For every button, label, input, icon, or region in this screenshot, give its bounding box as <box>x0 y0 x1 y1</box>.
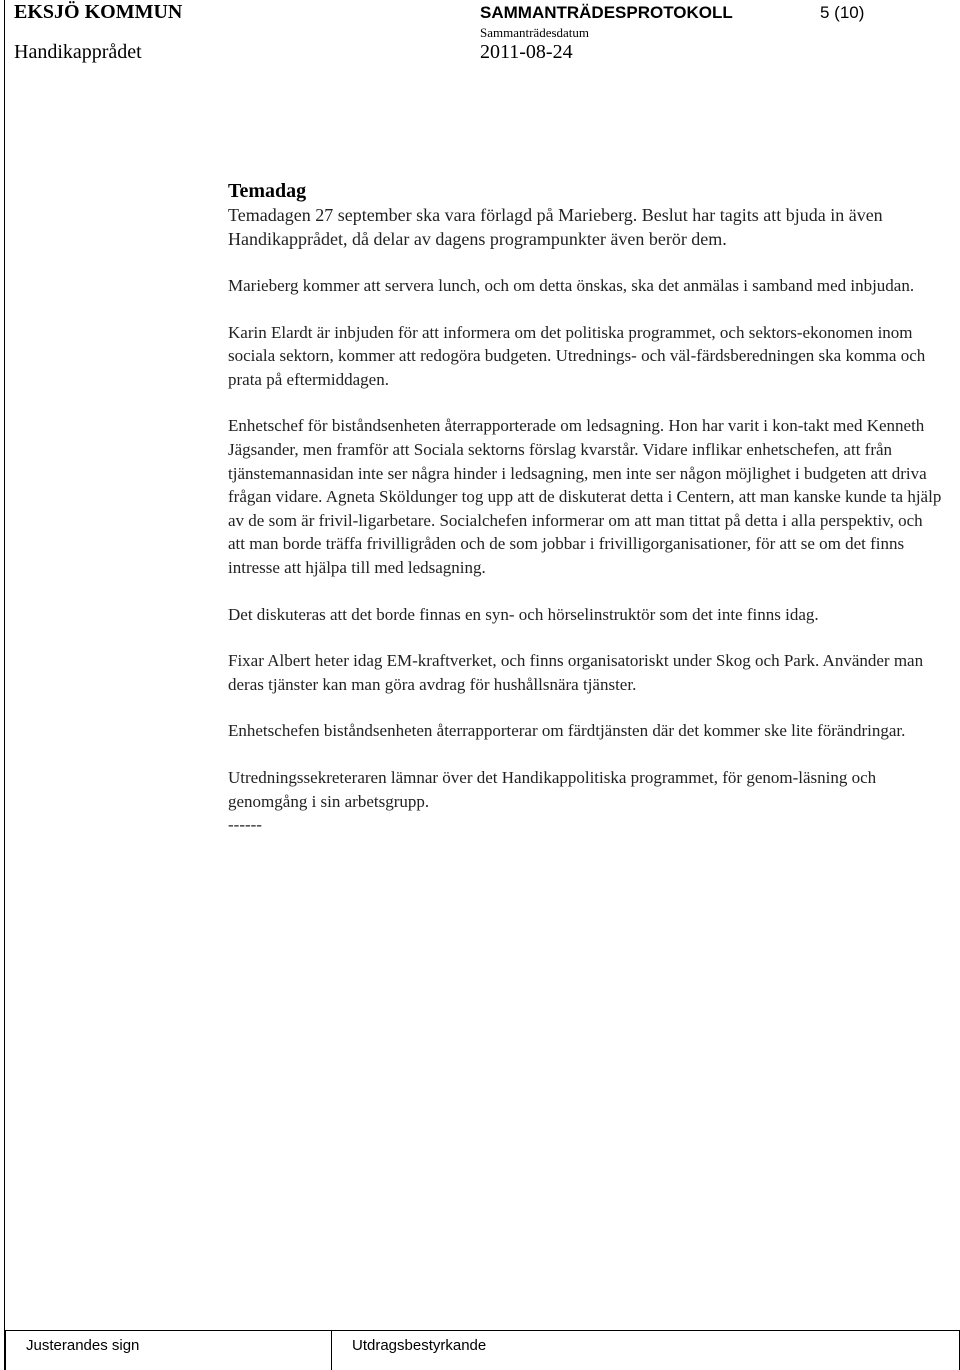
date-label: Sammanträdesdatum <box>480 25 590 40</box>
paragraph-6: Fixar Albert heter idag EM-kraftverket, och finns organisatoriskt under Skog och Park. Använder man deras tjänster kan man göra avdrag för hushållsnära tjänster. <box>228 651 924 694</box>
paragraph-7: Enhetschefen biståndsenheten återrapporterar om färdtjänsten där det kommer ske lite förändringar. <box>228 721 906 741</box>
utdragsbestyrkande-label: Utdragsbestyrkande <box>352 1337 487 1354</box>
paragraph-1: Temadagen 27 september ska vara förlagd på Marieberg. Beslut har tagits att bjuda in även Handikapprådet, då delar av dagens programpunkter även berör dem. <box>228 205 883 249</box>
paragraph-5: Det diskuteras att det borde finnas en syn- och hörselinstruktör som det inte finns idag. <box>228 604 819 624</box>
paragraph-2: Marieberg kommer att servera lunch, och om detta önskas, ska det anmälas i samband med inbjudan. <box>228 276 915 295</box>
document-body <box>228 179 943 836</box>
footer-divider-middle <box>331 1330 332 1370</box>
left-margin-rule <box>4 0 5 1370</box>
footer-divider-left <box>5 1330 6 1370</box>
justerandes-sign-label: Justerandes sign <box>26 1337 140 1354</box>
paragraph-4: Enhetschef för biståndsenheten återrapporterade om ledsagning. Hon har varit i kon-takt med Kenneth Jägsander, men framför att Sociala sektorns förslag kvarstår. Vidare inflikar enhetschefen, att från tjänstemannasidan inte ser några hinder i ledsagning, men inte ser någon möjlighet i budgeten att driva frågan vidare. Agneta Sköldunger tog upp att de diskuterat detta i Centern, att man kanske kunde ta hjälp av de som är frivil-ligarbetare. Socialchefen informerar om att man tittat på detta i alla perspektiv, och att man borde träffa frivilligråden och de som jobbar i frivilligorganisationer, för att se om det finns intresse att hjälpa till med ledsagning. <box>228 416 942 577</box>
document-type: SAMMANTRÄDESPROTOKOLL <box>480 3 733 22</box>
paragraph-8: Utredningssekreteraren lämnar över det Handikappolitiska programmet, för genom-läsning och genomgång i sin arbetsgrupp. <box>228 767 877 811</box>
section-separator: ------ <box>228 815 262 835</box>
footer-rule <box>5 1330 960 1331</box>
meeting-date: 2011-08-24 <box>480 41 573 63</box>
department-name: Handikapprådet <box>14 41 142 63</box>
section-heading: Temadag <box>228 180 307 202</box>
paragraph-3: Karin Elardt är inbjuden för att informera om det politiska programmet, och sektors-ekonomen inom sociala sektorn, kommer att redogöra budgeten. Utrednings- och väl-färdsberedningen ska komma och prata på eftermiddagen. <box>228 322 926 389</box>
organization-name: EKSJÖ KOMMUN <box>14 1 183 23</box>
page-number: 5 (10) <box>820 3 865 22</box>
